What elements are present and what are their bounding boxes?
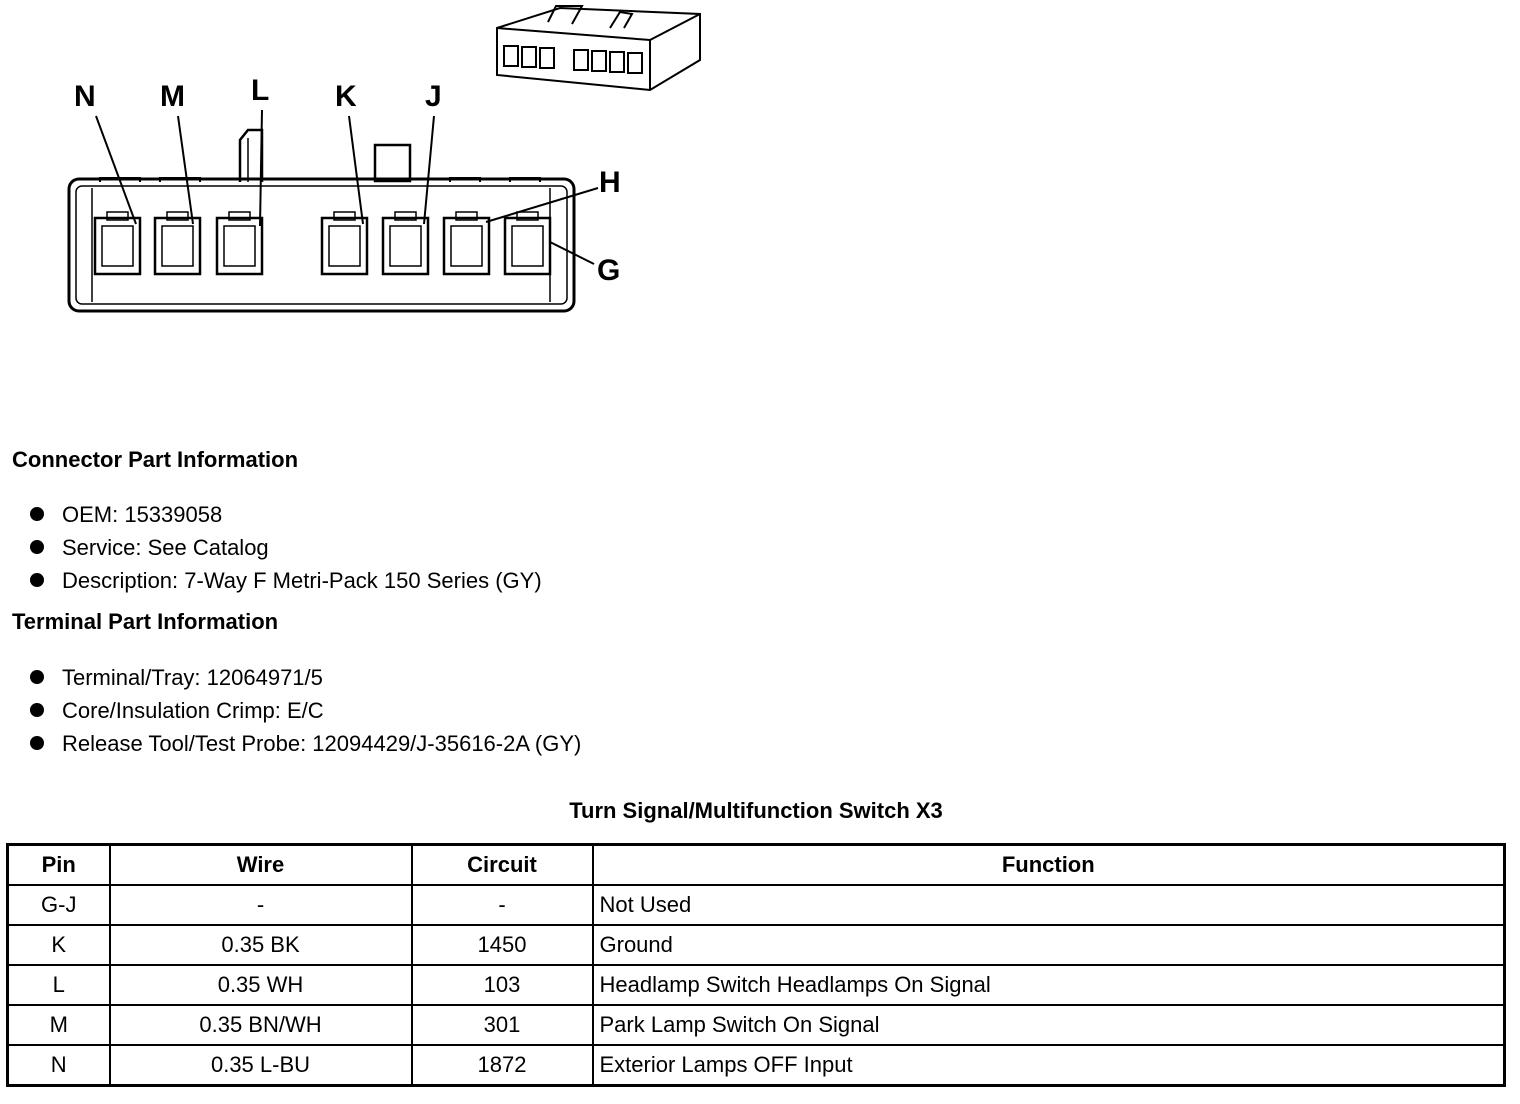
cavity-k [322,212,367,274]
leader-lines [96,110,598,264]
list-item [28,661,581,694]
cavity-j [383,212,428,274]
cell-wire: 0.35 L-BU [110,1045,412,1086]
pin-table [6,843,1506,1087]
cell-circuit: 1450 [412,925,593,965]
list-item-text: Terminal/Tray: 12064971/5 [62,665,323,690]
cell-function: Ground [593,925,1505,965]
table-row [8,1005,1505,1045]
list-item-text: Service: See Catalog [62,535,269,560]
cell-circuit: 301 [412,1005,593,1045]
list-item [28,531,542,564]
cavity-h [444,212,489,274]
bullet-icon [30,670,44,684]
cavity-l [217,212,262,274]
cell-pin: G-J [8,885,110,925]
pin-label-g: G [597,254,621,287]
list-item [28,727,581,760]
header-wire: Wire [110,845,412,886]
connector-info-list [28,498,542,597]
cell-wire: 0.35 BK [110,925,412,965]
cell-circuit: 103 [412,965,593,1005]
cell-wire: 0.35 WH [110,965,412,1005]
pin-label-m: M [160,80,185,113]
bullet-icon [30,540,44,554]
list-item-text: Description: 7-Way F Metri-Pack 150 Series (GY) [62,568,542,593]
connector-thumbnail [497,6,700,90]
bullet-icon [30,736,44,750]
cell-function: Park Lamp Switch On Signal [593,1005,1505,1045]
pin-label-l: L [251,74,270,107]
list-item [28,564,542,597]
bullet-icon [30,703,44,717]
cell-wire: - [110,885,412,925]
table-title: Turn Signal/Multifunction Switch X3 [569,798,943,823]
terminal-cavities [95,212,550,274]
connector-info-title: Connector Part Information [12,447,299,472]
table-row [8,925,1505,965]
bullet-icon [30,573,44,587]
header-pin: Pin [8,845,110,886]
cell-function: Headlamp Switch Headlamps On Signal [593,965,1505,1005]
table-row [8,885,1505,925]
cell-function: Not Used [593,885,1505,925]
table-row [8,965,1505,1005]
cell-pin: K [8,925,110,965]
list-item [28,498,542,531]
cavity-n [95,212,140,274]
list-item-text: Release Tool/Test Probe: 12094429/J-35616-2A (GY) [62,731,582,756]
pin-label-j: J [425,80,442,113]
cell-pin: M [8,1005,110,1045]
connector-diagram [0,0,760,330]
table-header-row [8,845,1505,886]
header-function: Function [593,845,1505,886]
table-row [8,1045,1505,1086]
cell-circuit: 1872 [412,1045,593,1086]
cavity-g [505,212,550,274]
pin-label-n: N [74,80,96,113]
cell-function: Exterior Lamps OFF Input [593,1045,1505,1086]
terminal-info-title: Terminal Part Information [12,609,279,634]
pin-label-k: K [335,80,357,113]
list-item-text: Core/Insulation Crimp: E/C [62,698,324,723]
list-item-text: OEM: 15339058 [62,502,223,527]
cell-wire: 0.35 BN/WH [110,1005,412,1045]
pin-label-h: H [599,166,621,199]
cell-pin: N [8,1045,110,1086]
list-item [28,694,581,727]
cell-circuit: - [412,885,593,925]
bullet-icon [30,507,44,521]
cell-pin: L [8,965,110,1005]
header-circuit: Circuit [412,845,593,886]
terminal-info-list [28,661,581,760]
